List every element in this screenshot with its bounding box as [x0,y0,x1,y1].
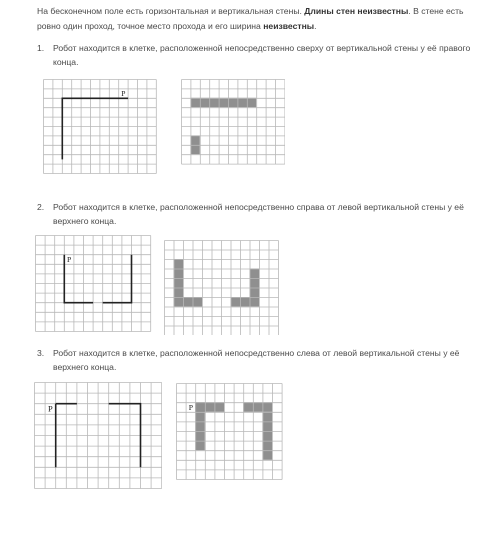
task-1-number: 1. [37,43,45,53]
filled-cells [262,412,272,460]
task-3-number: 3. [37,348,45,358]
task-1-grid-left [43,79,157,178]
task-1 [37,41,477,69]
intro-bold-lengths: Длины стен неизвестны [304,6,409,16]
task-3-grid-left [34,382,162,491]
task-3-grid-right [176,383,284,481]
wall [103,255,132,303]
task-2-grid-left [35,235,152,334]
filled-cells [250,269,260,307]
task-2-text: Робот находится в клетке, расположенной непосредственно справа от левой вертикальной стены у её верхнего конца. [53,202,464,226]
task-1-grid-right [181,79,285,166]
task-2-grid-right [164,240,279,335]
task-2-number: 2. [37,202,45,212]
task-3-text: Робот находится в клетке, расположенной непосредственно слева от левой вертикальной стены у её верхнего конца. [53,348,460,372]
robot-label: Р [121,88,126,98]
intro-text: На бесконечном поле есть горизонтальная и вертикальная стены. Длины стен неизвестны. В стене есть ровно один проход, точное место прохода и его ширина неизвестны. [37,6,464,31]
intro-bold-unknown: неизвестны [263,20,315,31]
filled-cells [174,297,203,307]
robot-label: Р [48,403,53,414]
task-3 [37,346,477,374]
filled-cells [190,135,199,154]
filled-cells [243,402,272,412]
robot-label: Р [66,254,72,264]
robot-label: Р [188,402,194,412]
task-2 [37,200,477,228]
task-1-text: Робот находится в клетке, расположенной непосредственно сверху от вертикальной стены у её правого конца. [53,43,471,67]
filled-cells [195,402,224,412]
